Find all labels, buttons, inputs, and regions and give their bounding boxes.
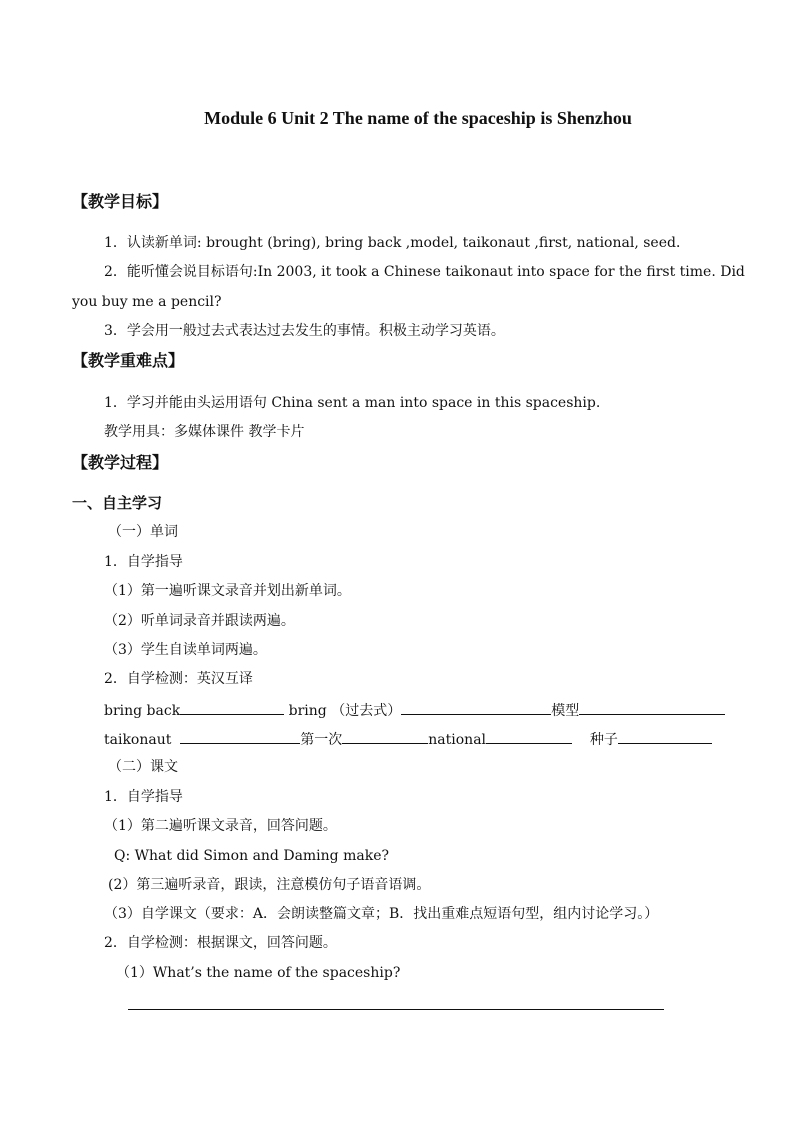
translation-row-2 — [104, 729, 712, 749]
self-study-guide-1: 1．自学指导 — [104, 554, 183, 570]
objective-2-line-2: you buy me a pencil? — [72, 294, 222, 310]
self-check-2: 2．自学检测：根据课文，回答问题。 — [104, 935, 337, 951]
word-national: national — [428, 732, 487, 748]
word-seed: 种子 — [589, 732, 618, 748]
answer-blank[interactable] — [579, 700, 725, 715]
guide-2-step-1: （1）第二遍听课文录音，回答问题。 — [104, 818, 337, 834]
answer-blank[interactable] — [618, 729, 712, 744]
guide-1-step-2: （2）听单词录音并跟读两遍。 — [104, 613, 295, 629]
answer-blank[interactable] — [342, 729, 428, 744]
self-study-guide-2: 1．自学指导 — [104, 789, 183, 805]
guide-2-step-3: （3）自学课文（要求：A．会朗读整篇文章；B．找出重难点短语句型，组内讨论学习。） — [104, 906, 659, 922]
word-bring-past: bring （过去式） — [288, 703, 402, 719]
objective-3: 3．学会用一般过去式表达过去发生的事情。积极主动学习英语。 — [104, 323, 505, 339]
self-check-1: 2．自学检测：英汉互译 — [104, 671, 253, 687]
answer-line[interactable] — [128, 1009, 664, 1010]
word-model: 模型 — [551, 703, 580, 719]
check-2-question-1: （1）What’s the name of the spaceship? — [116, 965, 401, 981]
answer-blank[interactable] — [180, 729, 300, 744]
answer-blank[interactable] — [180, 700, 284, 715]
word-bring-back: bring back — [104, 703, 181, 719]
answer-blank[interactable] — [486, 729, 572, 744]
objective-1: 1．认读新单词: brought (bring), bring back ,model, taikonaut ,first, national, seed． — [104, 235, 690, 251]
answer-blank[interactable] — [401, 700, 551, 715]
subsection-words: （一）单词 — [108, 524, 178, 540]
section-heading-key-points: 【教学重难点】 — [72, 351, 185, 370]
section-heading-process: 【教学过程】 — [72, 453, 169, 472]
objective-2-line-1: 2．能听懂会说目标语句:In 2003, it took a Chinese taikonaut into space for the first time. Did — [104, 264, 745, 280]
guide-1-step-3: （3）学生自读单词两遍。 — [104, 642, 267, 658]
translation-row-1 — [104, 700, 725, 720]
guide-2-question: Q: What did Simon and Daming make? — [114, 848, 389, 864]
section-heading-objectives: 【教学目标】 — [72, 192, 169, 211]
word-taikonaut: taikonaut — [104, 732, 172, 748]
word-first: 第一次 — [300, 732, 343, 748]
subsection-text: （二）课文 — [108, 759, 178, 775]
guide-1-step-1: （1）第一遍听课文录音并划出新单词。 — [104, 583, 351, 599]
guide-2-step-2: (2）第三遍听录音，跟读，注意模仿句子语音语调。 — [108, 877, 431, 893]
teaching-tools: 教学用具：多媒体课件 教学卡片 — [104, 424, 305, 440]
document-title: Module 6 Unit 2 The name of the spaceship is Shenzhou — [204, 108, 632, 128]
part-1-heading: 一、自主学习 — [72, 494, 163, 512]
key-point-1: 1．学习并能由头运用语句 China sent a man into space in this spaceship. — [104, 395, 601, 411]
